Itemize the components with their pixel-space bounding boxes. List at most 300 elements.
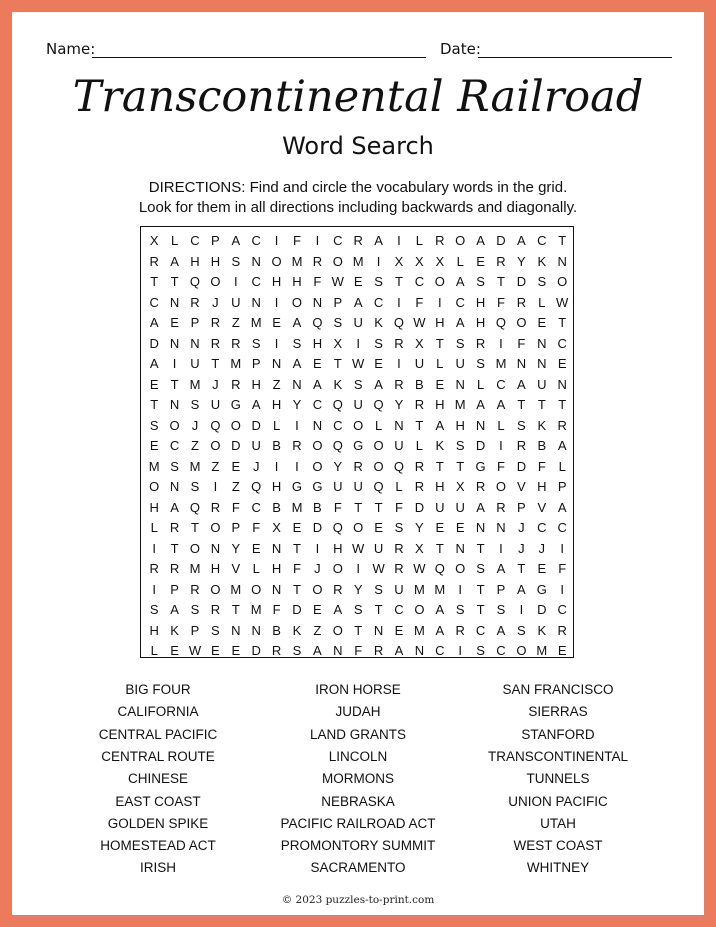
grid-letter[interactable]: X: [149, 233, 159, 248]
grid-letter[interactable]: A: [353, 294, 363, 310]
grid-letter[interactable]: O: [455, 233, 466, 248]
grid-letter[interactable]: I: [172, 356, 177, 371]
grid-letter[interactable]: Q: [332, 397, 343, 412]
grid-letter[interactable]: R: [149, 561, 159, 576]
grid-letter[interactable]: O: [149, 479, 160, 494]
grid-letter[interactable]: L: [558, 458, 566, 474]
grid-letter[interactable]: A: [435, 417, 445, 433]
grid-letter[interactable]: R: [210, 602, 221, 617]
grid-letter[interactable]: E: [455, 520, 465, 535]
grid-letter[interactable]: T: [170, 540, 179, 556]
grid-letter[interactable]: O: [455, 561, 466, 576]
grid-letter[interactable]: X: [435, 253, 445, 269]
grid-letter[interactable]: A: [455, 315, 465, 330]
grid-letter[interactable]: H: [475, 294, 486, 310]
grid-letter[interactable]: M: [230, 356, 242, 371]
grid-letter[interactable]: R: [312, 253, 323, 269]
grid-letter[interactable]: E: [149, 376, 159, 392]
grid-letter[interactable]: F: [231, 499, 240, 515]
grid-letter[interactable]: E: [394, 622, 404, 638]
grid-letter[interactable]: M: [250, 602, 262, 617]
grid-letter[interactable]: Q: [393, 315, 405, 330]
grid-letter[interactable]: R: [496, 499, 506, 515]
grid-letter[interactable]: O: [251, 581, 262, 597]
grid-letter[interactable]: X: [415, 335, 424, 351]
grid-letter[interactable]: A: [374, 376, 383, 392]
grid-letter[interactable]: Z: [191, 438, 199, 453]
grid-letter[interactable]: E: [272, 315, 281, 330]
grid-letter[interactable]: M: [189, 376, 201, 392]
grid-letter[interactable]: T: [456, 458, 465, 474]
grid-letter[interactable]: Z: [313, 622, 322, 638]
grid-letter[interactable]: A: [517, 581, 526, 597]
grid-letter[interactable]: C: [435, 643, 445, 658]
grid-letter[interactable]: T: [476, 581, 485, 597]
grid-letter[interactable]: Z: [231, 315, 240, 330]
grid-letter[interactable]: S: [537, 274, 547, 289]
grid-letter[interactable]: N: [312, 417, 323, 433]
grid-letter[interactable]: M: [250, 315, 262, 330]
grid-letter[interactable]: R: [231, 376, 241, 392]
grid-letter[interactable]: D: [516, 458, 527, 474]
grid-letter[interactable]: R: [353, 458, 363, 474]
grid-letter[interactable]: H: [333, 540, 343, 556]
grid-letter[interactable]: S: [476, 561, 485, 576]
grid-letter[interactable]: G: [353, 438, 364, 453]
grid-letter[interactable]: I: [519, 602, 524, 617]
grid-letter[interactable]: W: [331, 274, 344, 289]
grid-letter[interactable]: B: [313, 499, 322, 515]
grid-letter[interactable]: O: [230, 417, 241, 433]
grid-letter[interactable]: A: [435, 622, 445, 638]
grid-letter[interactable]: H: [455, 417, 465, 433]
grid-letter[interactable]: E: [353, 274, 363, 289]
grid-letter[interactable]: U: [455, 499, 465, 515]
grid-letter[interactable]: L: [415, 233, 423, 248]
grid-letter[interactable]: J: [212, 294, 219, 310]
grid-letter[interactable]: Q: [312, 315, 323, 330]
grid-letter[interactable]: J: [191, 417, 199, 433]
grid-letter[interactable]: T: [558, 397, 567, 412]
grid-letter[interactable]: D: [292, 602, 302, 617]
grid-letter[interactable]: S: [211, 622, 220, 638]
grid-letter[interactable]: O: [353, 417, 364, 433]
grid-letter[interactable]: I: [499, 438, 503, 453]
grid-letter[interactable]: R: [496, 253, 506, 269]
grid-letter[interactable]: N: [169, 479, 180, 494]
grid-letter[interactable]: F: [537, 458, 546, 474]
grid-letter[interactable]: A: [476, 397, 485, 412]
grid-letter[interactable]: F: [333, 499, 342, 515]
grid-letter[interactable]: I: [274, 335, 279, 351]
grid-letter[interactable]: N: [251, 253, 261, 269]
grid-letter[interactable]: E: [435, 376, 445, 392]
grid-letter[interactable]: T: [211, 356, 220, 371]
grid-letter[interactable]: M: [454, 397, 466, 412]
grid-letter[interactable]: M: [189, 561, 201, 576]
grid-letter[interactable]: U: [373, 540, 384, 556]
grid-letter[interactable]: N: [190, 335, 200, 351]
grid-letter[interactable]: A: [170, 602, 179, 617]
grid-letter[interactable]: N: [271, 581, 282, 597]
grid-letter[interactable]: S: [517, 622, 526, 638]
grid-letter[interactable]: I: [152, 581, 156, 597]
grid-letter[interactable]: R: [516, 438, 527, 453]
grid-letter[interactable]: W: [556, 294, 569, 310]
grid-letter[interactable]: Z: [272, 376, 281, 392]
grid-letter[interactable]: T: [231, 602, 240, 617]
grid-letter[interactable]: I: [397, 356, 401, 371]
grid-letter[interactable]: S: [353, 602, 363, 617]
grid-letter[interactable]: H: [251, 376, 261, 392]
grid-letter[interactable]: F: [354, 643, 363, 658]
grid-letter[interactable]: X: [272, 520, 281, 535]
grid-letter[interactable]: Y: [231, 540, 241, 556]
grid-letter[interactable]: T: [435, 540, 444, 556]
grid-letter[interactable]: E: [292, 520, 302, 535]
grid-letter[interactable]: C: [394, 602, 404, 617]
grid-letter[interactable]: O: [332, 253, 343, 269]
grid-letter[interactable]: C: [251, 233, 261, 248]
grid-letter[interactable]: L: [374, 417, 383, 433]
grid-letter[interactable]: R: [455, 622, 465, 638]
grid-letter[interactable]: O: [210, 274, 221, 289]
grid-letter[interactable]: N: [414, 643, 425, 658]
grid-letter[interactable]: A: [231, 233, 241, 248]
grid-letter[interactable]: O: [516, 643, 527, 658]
grid-letter[interactable]: T: [191, 520, 199, 535]
grid-letter[interactable]: R: [271, 643, 282, 658]
grid-letter[interactable]: K: [333, 376, 343, 392]
grid-letter[interactable]: J: [212, 376, 219, 392]
grid-letter[interactable]: P: [190, 315, 200, 330]
grid-letter[interactable]: S: [292, 335, 302, 351]
grid-letter[interactable]: B: [272, 499, 281, 515]
grid-letter[interactable]: I: [356, 561, 360, 576]
grid-letter[interactable]: H: [292, 274, 302, 289]
grid-letter[interactable]: T: [150, 397, 159, 412]
grid-letter[interactable]: A: [149, 315, 159, 330]
grid-letter[interactable]: K: [537, 417, 547, 433]
grid-letter[interactable]: O: [516, 315, 527, 330]
grid-letter[interactable]: J: [518, 520, 525, 535]
grid-letter[interactable]: S: [353, 376, 363, 392]
grid-letter[interactable]: K: [537, 622, 547, 638]
grid-letter[interactable]: I: [437, 294, 442, 310]
grid-letter[interactable]: H: [435, 315, 445, 330]
grid-letter[interactable]: O: [414, 602, 425, 617]
grid-letter[interactable]: N: [557, 253, 567, 269]
grid-letter[interactable]: C: [537, 520, 547, 535]
grid-letter[interactable]: R: [169, 561, 180, 576]
grid-letter[interactable]: O: [189, 540, 201, 556]
grid-letter[interactable]: L: [150, 643, 158, 658]
grid-letter[interactable]: K: [292, 622, 302, 638]
grid-letter[interactable]: T: [374, 499, 383, 515]
grid-letter[interactable]: E: [313, 356, 322, 371]
grid-letter[interactable]: D: [149, 335, 159, 351]
grid-letter[interactable]: S: [333, 315, 343, 330]
grid-letter[interactable]: I: [213, 479, 218, 494]
grid-letter[interactable]: T: [558, 315, 567, 330]
grid-letter[interactable]: J: [538, 540, 546, 556]
grid-letter[interactable]: A: [313, 643, 322, 658]
grid-letter[interactable]: G: [230, 397, 241, 412]
grid-letter[interactable]: C: [149, 294, 159, 310]
grid-letter[interactable]: N: [251, 294, 261, 310]
grid-letter[interactable]: U: [190, 356, 200, 371]
grid-letter[interactable]: H: [271, 397, 282, 412]
grid-letter[interactable]: T: [517, 561, 526, 576]
grid-letter[interactable]: I: [152, 540, 156, 556]
grid-letter[interactable]: R: [353, 233, 363, 248]
grid-letter[interactable]: O: [291, 294, 303, 310]
grid-letter[interactable]: S: [496, 602, 506, 617]
grid-letter[interactable]: R: [557, 622, 567, 638]
grid-letter[interactable]: Z: [231, 479, 240, 494]
grid-letter[interactable]: G: [291, 479, 303, 494]
grid-letter[interactable]: R: [394, 540, 404, 556]
grid-letter[interactable]: S: [374, 335, 383, 351]
grid-letter[interactable]: C: [333, 233, 343, 248]
grid-letter[interactable]: C: [251, 499, 261, 515]
grid-letter[interactable]: T: [354, 499, 363, 515]
grid-letter[interactable]: T: [293, 540, 301, 556]
grid-letter[interactable]: P: [190, 622, 200, 638]
grid-letter[interactable]: L: [272, 417, 281, 433]
grid-letter[interactable]: N: [169, 397, 180, 412]
grid-letter[interactable]: S: [476, 356, 485, 371]
grid-letter[interactable]: R: [210, 499, 221, 515]
grid-letter[interactable]: U: [455, 356, 465, 371]
grid-letter[interactable]: T: [293, 581, 301, 597]
grid-letter[interactable]: S: [394, 520, 404, 535]
grid-letter[interactable]: C: [557, 602, 567, 617]
grid-letter[interactable]: A: [251, 397, 261, 412]
grid-letter[interactable]: R: [149, 253, 159, 269]
grid-letter[interactable]: L: [415, 438, 423, 453]
grid-letter[interactable]: I: [376, 253, 381, 269]
grid-letter[interactable]: G: [312, 479, 323, 494]
grid-letter[interactable]: I: [274, 294, 279, 310]
grid-letter[interactable]: L: [456, 253, 464, 269]
grid-letter[interactable]: A: [476, 233, 485, 248]
grid-letter[interactable]: T: [476, 602, 485, 617]
grid-letter[interactable]: R: [231, 335, 241, 351]
grid-letter[interactable]: O: [312, 438, 323, 453]
grid-letter[interactable]: N: [169, 335, 180, 351]
grid-letter[interactable]: V: [231, 561, 241, 576]
grid-letter[interactable]: E: [557, 643, 567, 658]
grid-letter[interactable]: U: [394, 581, 404, 597]
grid-letter[interactable]: H: [149, 499, 159, 515]
grid-letter[interactable]: N: [333, 643, 343, 658]
grid-letter[interactable]: N: [475, 520, 486, 535]
grid-letter[interactable]: O: [169, 417, 180, 433]
grid-letter[interactable]: E: [211, 643, 220, 658]
grid-letter[interactable]: T: [170, 274, 179, 289]
grid-letter[interactable]: U: [394, 438, 404, 453]
grid-letter[interactable]: L: [150, 520, 158, 535]
grid-letter[interactable]: O: [332, 561, 343, 576]
grid-letter[interactable]: O: [312, 581, 323, 597]
grid-letter[interactable]: M: [413, 622, 425, 638]
grid-letter[interactable]: P: [251, 356, 261, 371]
grid-letter[interactable]: Q: [189, 274, 201, 289]
grid-letter[interactable]: H: [210, 253, 221, 269]
grid-letter[interactable]: N: [496, 520, 506, 535]
grid-letter[interactable]: A: [517, 376, 526, 392]
grid-letter[interactable]: Y: [394, 397, 404, 412]
grid-letter[interactable]: R: [475, 335, 486, 351]
grid-letter[interactable]: S: [374, 274, 383, 289]
grid-letter[interactable]: R: [394, 335, 404, 351]
grid-letter[interactable]: C: [496, 643, 506, 658]
grid-letter[interactable]: J: [252, 458, 260, 474]
grid-letter[interactable]: G: [475, 458, 486, 474]
grid-letter[interactable]: O: [373, 438, 384, 453]
grid-letter[interactable]: D: [496, 233, 506, 248]
grid-letter[interactable]: L: [538, 294, 546, 310]
grid-letter[interactable]: C: [414, 274, 425, 289]
grid-letter[interactable]: C: [537, 233, 547, 248]
grid-letter[interactable]: U: [414, 356, 425, 371]
grid-letter[interactable]: I: [233, 274, 238, 289]
grid-letter[interactable]: P: [333, 294, 343, 310]
grid-letter[interactable]: N: [394, 417, 404, 433]
grid-letter[interactable]: R: [373, 643, 384, 658]
grid-letter[interactable]: I: [356, 335, 360, 351]
grid-letter[interactable]: E: [537, 561, 547, 576]
grid-letter[interactable]: B: [272, 438, 281, 453]
grid-letter[interactable]: Q: [373, 479, 384, 494]
grid-letter[interactable]: N: [292, 376, 302, 392]
grid-letter[interactable]: L: [436, 356, 444, 371]
grid-letter[interactable]: R: [190, 581, 200, 597]
grid-letter[interactable]: L: [252, 561, 260, 576]
grid-letter[interactable]: A: [557, 438, 567, 453]
grid-letter[interactable]: I: [560, 581, 564, 597]
grid-letter[interactable]: D: [516, 274, 527, 289]
grid-letter[interactable]: U: [251, 438, 261, 453]
grid-letter[interactable]: S: [476, 643, 485, 658]
grid-letter[interactable]: D: [537, 602, 547, 617]
grid-letter[interactable]: C: [373, 294, 384, 310]
grid-letter[interactable]: I: [295, 458, 299, 474]
grid-letter[interactable]: X: [455, 479, 465, 494]
grid-letter[interactable]: N: [557, 376, 567, 392]
grid-letter[interactable]: W: [413, 315, 426, 330]
grid-letter[interactable]: H: [312, 335, 323, 351]
grid-letter[interactable]: T: [415, 417, 424, 433]
grid-letter[interactable]: Q: [373, 397, 384, 412]
grid-letter[interactable]: C: [169, 438, 180, 453]
grid-letter[interactable]: R: [414, 458, 425, 474]
grid-letter[interactable]: R: [394, 561, 404, 576]
grid-letter[interactable]: C: [312, 397, 323, 412]
grid-letter[interactable]: C: [333, 417, 343, 433]
grid-letter[interactable]: B: [272, 622, 281, 638]
grid-letter[interactable]: O: [353, 520, 364, 535]
grid-letter[interactable]: J: [518, 540, 525, 556]
grid-letter[interactable]: E: [313, 602, 322, 617]
grid-letter[interactable]: I: [397, 294, 401, 310]
grid-letter[interactable]: S: [476, 274, 485, 289]
grid-letter[interactable]: U: [333, 479, 343, 494]
grid-letter[interactable]: T: [374, 602, 383, 617]
grid-letter[interactable]: Q: [332, 520, 343, 535]
grid-letter[interactable]: A: [313, 376, 322, 392]
grid-letter[interactable]: A: [170, 253, 179, 269]
grid-letter[interactable]: I: [458, 581, 462, 597]
grid-letter[interactable]: Q: [189, 499, 201, 515]
grid-letter[interactable]: I: [295, 417, 299, 433]
grid-letter[interactable]: S: [149, 602, 159, 617]
grid-letter[interactable]: A: [292, 356, 302, 371]
grid-letter[interactable]: K: [170, 622, 179, 638]
grid-letter[interactable]: H: [475, 315, 486, 330]
grid-letter[interactable]: O: [271, 253, 282, 269]
grid-letter[interactable]: R: [435, 233, 445, 248]
grid-letter[interactable]: S: [251, 335, 261, 351]
grid-letter[interactable]: O: [210, 581, 221, 597]
grid-letter[interactable]: O: [373, 458, 384, 474]
grid-letter[interactable]: T: [435, 458, 444, 474]
grid-letter[interactable]: T: [150, 274, 159, 289]
grid-letter[interactable]: X: [415, 540, 424, 556]
grid-letter[interactable]: T: [333, 356, 342, 371]
grid-letter[interactable]: O: [210, 438, 221, 453]
grid-letter[interactable]: B: [415, 376, 424, 392]
grid-letter[interactable]: R: [394, 376, 404, 392]
grid-letter[interactable]: N: [516, 356, 527, 371]
grid-letter[interactable]: D: [312, 520, 323, 535]
grid-letter[interactable]: W: [372, 561, 385, 576]
grid-letter[interactable]: Y: [292, 397, 302, 412]
grid-letter[interactable]: H: [210, 561, 221, 576]
grid-letter[interactable]: Y: [415, 520, 424, 535]
grid-letter[interactable]: A: [517, 233, 526, 248]
grid-letter[interactable]: N: [455, 540, 465, 556]
grid-letter[interactable]: Q: [332, 438, 343, 453]
grid-letter[interactable]: A: [496, 397, 506, 412]
grid-letter[interactable]: S: [190, 397, 200, 412]
grid-letter[interactable]: F: [272, 602, 281, 617]
grid-letter[interactable]: D: [251, 417, 261, 433]
grid-letter[interactable]: N: [537, 335, 547, 351]
grid-letter[interactable]: L: [395, 479, 403, 494]
grid-letter[interactable]: N: [373, 622, 384, 638]
grid-letter[interactable]: A: [496, 561, 506, 576]
grid-letter[interactable]: W: [413, 561, 426, 576]
grid-letter[interactable]: H: [435, 479, 445, 494]
grid-letter[interactable]: U: [353, 479, 363, 494]
grid-letter[interactable]: F: [558, 561, 567, 576]
grid-letter[interactable]: A: [333, 602, 343, 617]
grid-letter[interactable]: T: [435, 335, 444, 351]
grid-letter[interactable]: N: [169, 294, 180, 310]
grid-letter[interactable]: F: [517, 335, 526, 351]
grid-letter[interactable]: I: [274, 458, 279, 474]
grid-letter[interactable]: D: [231, 438, 241, 453]
grid-letter[interactable]: A: [394, 643, 404, 658]
grid-letter[interactable]: C: [475, 622, 486, 638]
grid-letter[interactable]: M: [495, 356, 507, 371]
grid-letter[interactable]: U: [353, 397, 363, 412]
grid-letter[interactable]: R: [557, 417, 567, 433]
grid-letter[interactable]: A: [292, 315, 302, 330]
grid-letter[interactable]: H: [149, 622, 159, 638]
